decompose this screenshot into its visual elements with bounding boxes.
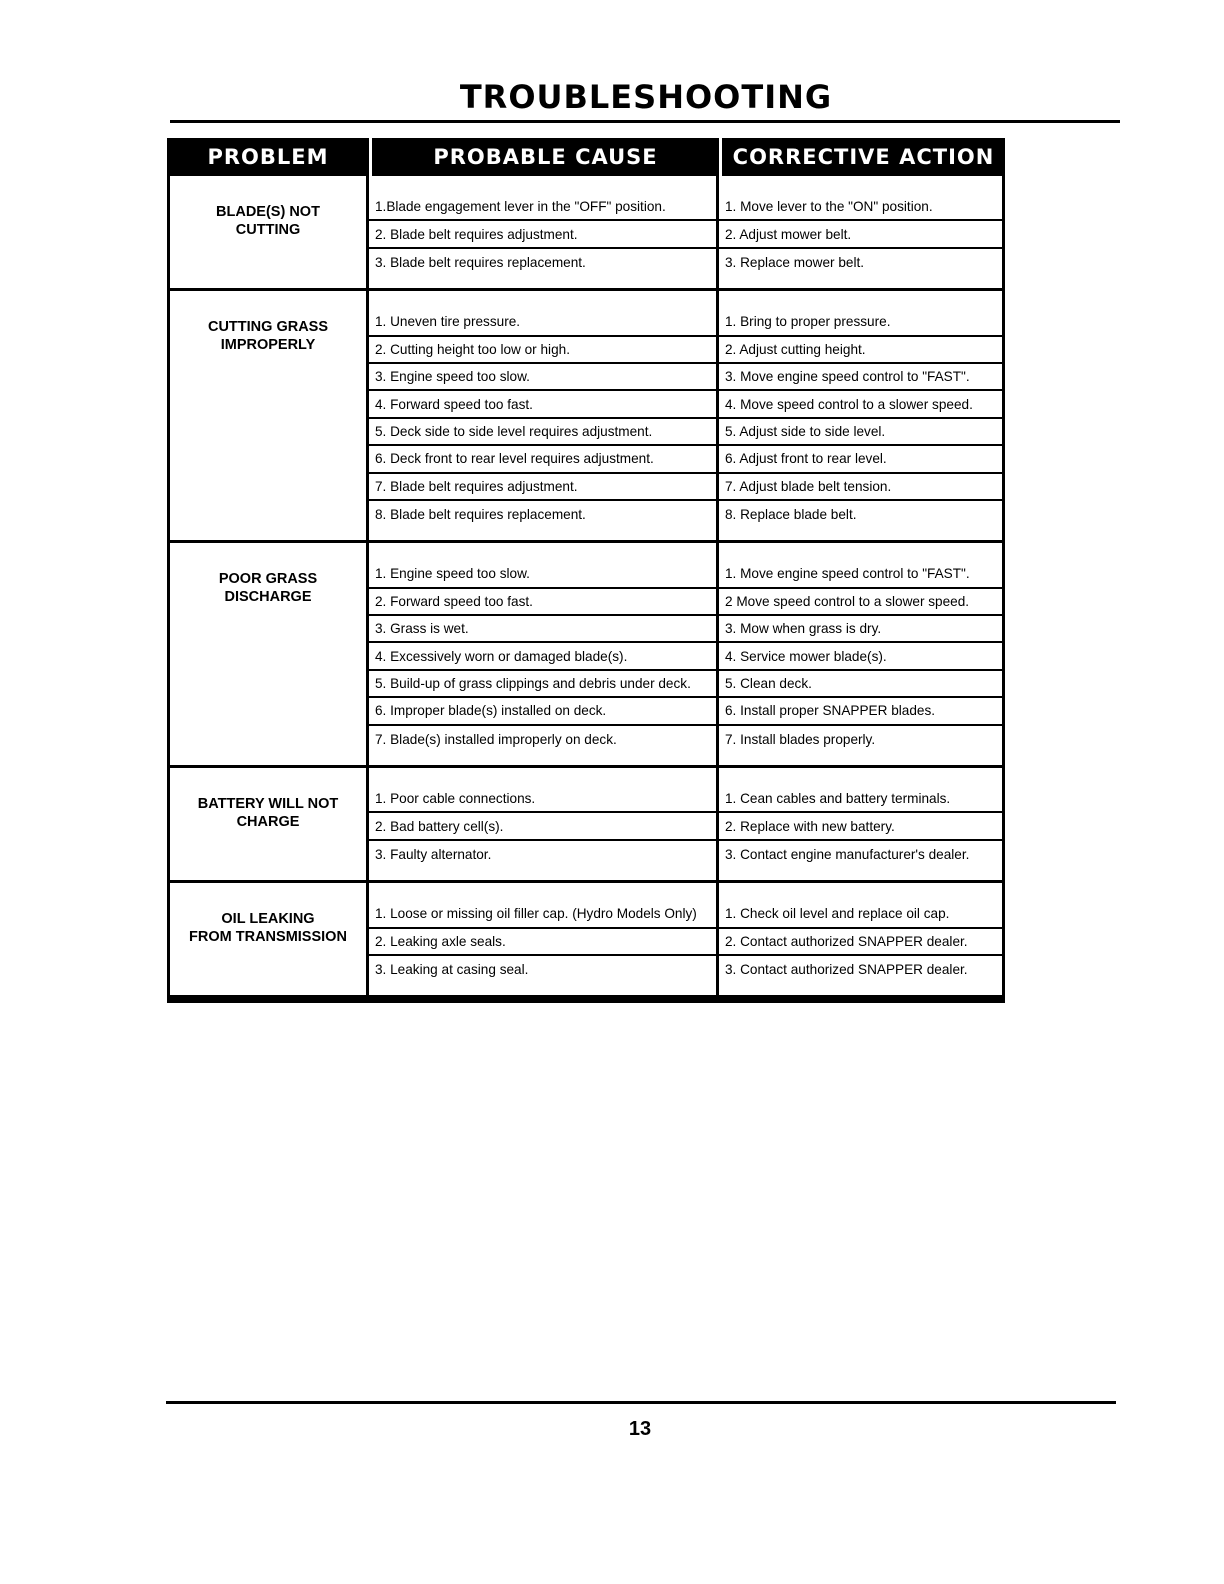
problem-group [170, 765, 1002, 880]
action-item: 7. Adjust blade belt tension. [719, 474, 1002, 501]
table-body [167, 176, 1005, 1003]
cause-item: 4. Forward speed too fast. [369, 391, 716, 418]
action-item: 1. Check oil level and replace oil cap. [719, 901, 1002, 928]
cause-item: 2. Forward speed too fast. [369, 589, 716, 616]
cause-item: 7. Blade belt requires adjustment. [369, 474, 716, 501]
cause-item: 2. Bad battery cell(s). [369, 813, 716, 840]
action-item: 3. Contact engine manufacturer's dealer. [725, 847, 970, 862]
cause-item: 2. Leaking axle seals. [369, 929, 716, 956]
action-item: 3. Contact authorized SNAPPER dealer. [725, 962, 968, 978]
action-item: 7. Install blades properly. [725, 731, 876, 747]
cause-item: 3. Leaking at casing seal. [375, 962, 529, 978]
action-item: 1. Bring to proper pressure. [719, 309, 1002, 336]
action-item: 3. Move engine speed control to "FAST". [719, 364, 1002, 391]
action-item: 4. Service mower blade(s). [719, 643, 1002, 670]
action-item: 5. Clean deck. [719, 671, 1002, 698]
action-item: 2 Move speed control to a slower speed. [719, 589, 1002, 616]
action-item: 5. Adjust side to side level. [719, 419, 1002, 446]
cause-item: 4. Excessively worn or damaged blade(s). [369, 643, 716, 670]
cause-item: 5. Build-up of grass clippings and debris under deck. [369, 671, 716, 698]
cause-column [369, 291, 719, 540]
troubleshooting-table [167, 138, 1005, 1003]
header-corrective-action: CORRECTIVE ACTION [719, 138, 1005, 176]
cause-item: 3. Grass is wet. [369, 616, 716, 643]
problem-label: BLADE(S) NOT CUTTING [170, 176, 369, 288]
problem-label: POOR GRASS DISCHARGE [170, 543, 369, 765]
action-item: 2. Adjust mower belt. [719, 221, 1002, 248]
action-item: 2. Contact authorized SNAPPER dealer. [719, 929, 1002, 956]
cause-item: 2. Cutting height too low or high. [369, 337, 716, 364]
cause-column [369, 543, 719, 765]
action-item: 6. Adjust front to rear level. [719, 446, 1002, 473]
cause-item: 7. Blade(s) installed improperly on deck. [375, 731, 617, 747]
problem-label: BATTERY WILL NOT CHARGE [170, 768, 369, 880]
cause-column [369, 883, 719, 995]
problem-group [170, 288, 1002, 540]
action-item: 1. Move lever to the "ON" position. [719, 194, 1002, 221]
action-item: 3. Mow when grass is dry. [719, 616, 1002, 643]
action-item: 4. Move speed control to a slower speed. [719, 391, 1002, 418]
cause-item: 1. Uneven tire pressure. [369, 309, 716, 336]
cause-column [369, 768, 719, 880]
cause-item: 1. Poor cable connections. [369, 786, 716, 813]
problem-group [170, 880, 1002, 995]
problem-label: CUTTING GRASS IMPROPERLY [170, 291, 369, 540]
cause-item: 1. Engine speed too slow. [369, 561, 716, 588]
action-item: 1. Cean cables and battery terminals. [719, 786, 1002, 813]
page-title: TROUBLESHOOTING [459, 78, 833, 116]
action-item: 1. Move engine speed control to "FAST". [719, 561, 1002, 588]
cause-item: 1.Blade engagement lever in the "OFF" position. [369, 194, 716, 221]
action-item: 8. Replace blade belt. [725, 507, 857, 523]
cause-item: 6. Improper blade(s) installed on deck. [369, 698, 716, 725]
cause-item: 6. Deck front to rear level requires adjustment. [369, 446, 716, 473]
action-item: 2. Replace with new battery. [719, 813, 1002, 840]
title-rule [170, 120, 1120, 123]
header-probable-cause: PROBABLE CAUSE [369, 138, 719, 176]
action-column [719, 291, 1002, 528]
cause-item: 3. Blade belt requires replacement. [375, 254, 586, 270]
footer-rule [166, 1401, 1116, 1404]
action-item: 6. Install proper SNAPPER blades. [719, 698, 1002, 725]
problem-label: OIL LEAKING FROM TRANSMISSION [170, 883, 369, 995]
table-header [167, 138, 1005, 176]
cause-item: 3. Faulty alternator. [375, 847, 492, 862]
page-number: 13 [628, 1418, 652, 1440]
action-column [719, 176, 1002, 276]
action-item: 2. Adjust cutting height. [719, 337, 1002, 364]
cause-item: 8. Blade belt requires replacement. [375, 507, 586, 523]
cause-item: 5. Deck side to side level requires adjustment. [369, 419, 716, 446]
cause-item: 1. Loose or missing oil filler cap. (Hydro Models Only) [369, 901, 716, 928]
cause-item: 2. Blade belt requires adjustment. [369, 221, 716, 248]
action-column [719, 883, 1002, 983]
header-problem: PROBLEM [167, 138, 369, 176]
problem-group [170, 540, 1002, 765]
cause-item: 3. Engine speed too slow. [369, 364, 716, 391]
cause-column [369, 176, 719, 288]
action-item: 3. Replace mower belt. [725, 254, 865, 270]
action-column [719, 543, 1002, 753]
action-column [719, 768, 1002, 868]
problem-group [170, 176, 1002, 288]
